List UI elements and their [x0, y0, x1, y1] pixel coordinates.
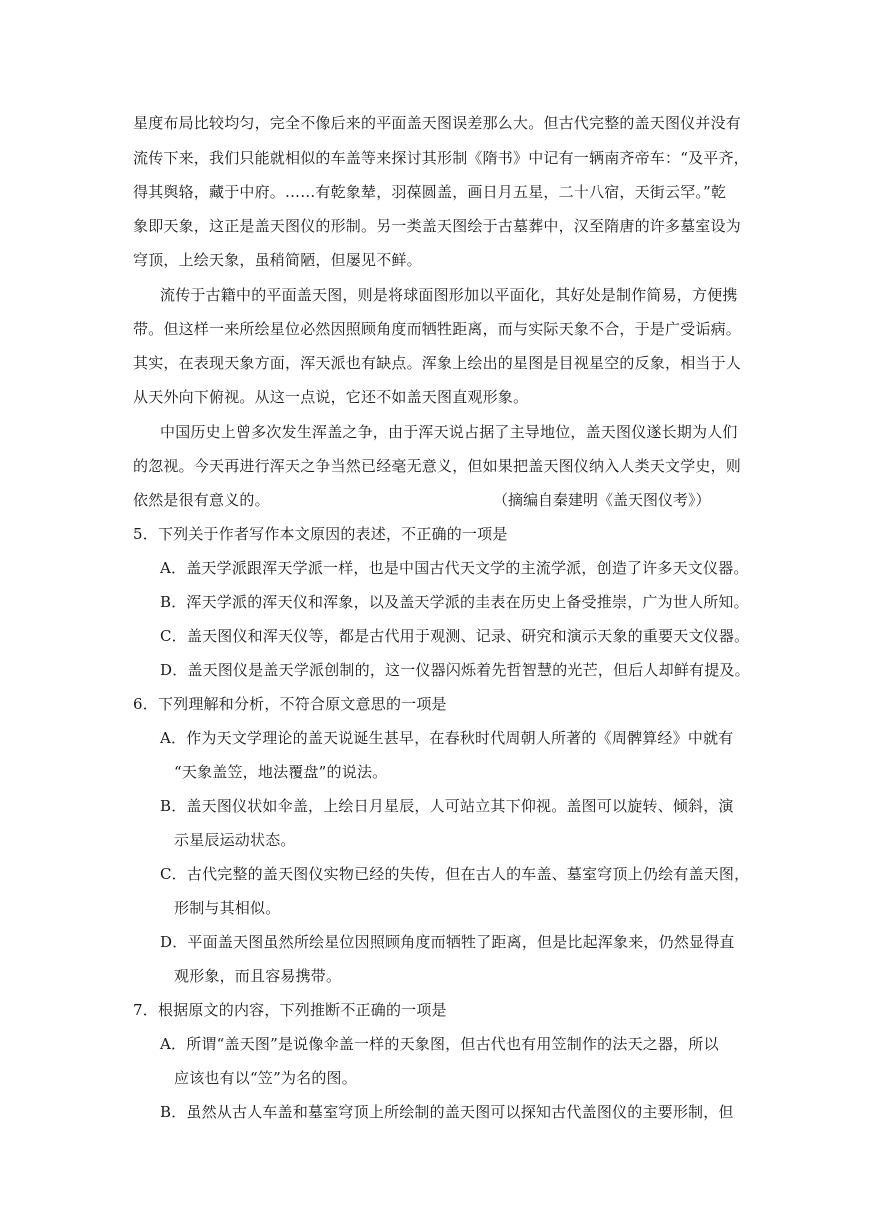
passage-line: 中国历史上曾多次发生浑盖之争，由于浑天说占据了主导地位，盖天图仪遂长期为人们	[160, 423, 738, 441]
question-5-stem: 5．下列关于作者写作本文原因的表述，不正确的一项是	[133, 525, 508, 543]
passage-line: 的忽视。今天再进行浑天之争当然已经毫无意义，但如果把盖天图仪纳入人类天文学史，则	[133, 457, 742, 475]
q6-option-a: A．作为天文学理论的盖天说诞生甚早，在春秋时代周朝人所著的《周髀算经》中就有	[160, 729, 734, 747]
q6-option-b-cont: 示星辰运动状态。	[174, 831, 296, 849]
q7-option-a-cont: 应该也有以“笠”为名的图。	[174, 1069, 357, 1087]
q5-option-a: A．盖天学派跟浑天学派一样，也是中国古代天文学的主流学派，创造了许多天文仪器。	[160, 559, 749, 577]
passage-line: 其实，在表现天象方面，浑天派也有缺点。浑象上绘出的星图是目视星空的反象，相当于人	[133, 354, 742, 372]
passage-line: 带。但这样一来所绘星位必然因照顾角度而牺牲距离，而与实际天象不合，于是广受诟病。	[133, 320, 742, 338]
question-7-stem: 7．根据原文的内容，下列推断不正确的一项是	[133, 1001, 447, 1019]
q6-option-c-cont: 形制与其相似。	[174, 899, 281, 917]
q7-option-a: A．所谓“盖天图”是说像伞盖一样的天象图，但古代也有用笠制作的法天之器，所以	[160, 1035, 719, 1053]
q6-option-d: D．平面盖天图虽然所绘星位因照顾角度而牺牲了距离，但是比起浑象来，仍然显得直	[160, 933, 735, 951]
passage-line: 穹顶，上绘天象，虽稍简陋，但屡见不鲜。	[133, 251, 422, 269]
passage-line: 象即天象，这正是盖天图仪的形制。另一类盖天图绘于古墓葬中，汉至隋唐的许多墓室设为	[133, 217, 742, 235]
q7-option-b: B．虽然从古人车盖和墓室穹顶上所绘制的盖天图可以探知古代盖图仪的主要形制，但	[160, 1103, 734, 1121]
question-6-stem: 6．下列理解和分析，不符合原文意思的一项是	[133, 695, 447, 713]
passage-line: 从天外向下俯视。从这一点说，它还不如盖天图直观形象。	[133, 388, 529, 406]
passage-line: 流传于古籍中的平面盖天图，则是将球面图形加以平面化，其好处是制作简易，方便携	[160, 286, 738, 304]
passage-line: 依然是很有意义的。	[133, 491, 270, 509]
q6-option-c: C．古代完整的盖天图仪实物已经的失传，但在古人的车盖、墓室穹顶上仍绘有盖天图，	[160, 865, 750, 883]
source-citation: （摘编自秦建明《盖天图仪考》）	[493, 491, 711, 509]
q5-option-c: C．盖天图仪和浑天仪等，都是古代用于观测、记录、研究和演示天象的重要天文仪器。	[160, 627, 750, 645]
passage-line: 星度布局比较均匀，完全不像后来的平面盖天图误差那么大。但古代完整的盖天图仪并没有	[133, 114, 742, 132]
passage-line: 得其舆辂，藏于中府。……有乾象辇，羽葆圆盖，画日月五星，二十八宿，天街云罕。”乾	[133, 183, 727, 201]
q5-option-d: D．盖天图仪是盖天学派创制的，这一仪器闪烁着先哲智慧的光芒，但后人却鲜有提及。	[160, 661, 750, 679]
q6-option-d-cont: 观形象，而且容易携带。	[174, 967, 342, 985]
q6-option-a-cont: “天象盖笠，地法覆盘”的说法。	[174, 763, 388, 781]
q5-option-b: B．浑天学派的浑天仪和浑象，以及盖天学派的圭表在历史上备受推崇，广为世人所知。	[160, 593, 749, 611]
passage-line: 流传下来，我们只能就相似的车盖等来探讨其形制《隋书》中记有一辆南齐帝车：“及平齐，	[133, 149, 749, 167]
q6-option-b: B．盖天图仪状如伞盖，上绘日月星辰，人可站立其下仰视。盖图可以旋转、倾斜，演	[160, 797, 734, 815]
